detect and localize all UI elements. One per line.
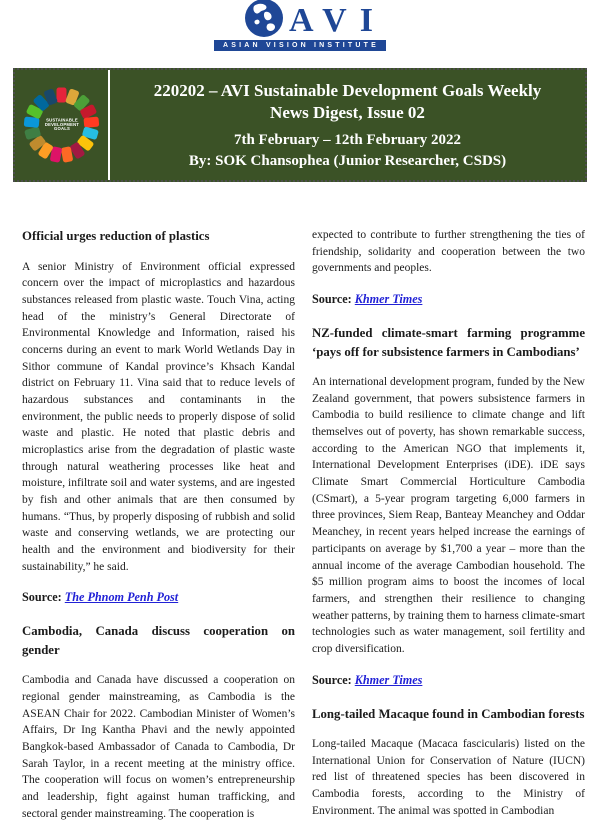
- issue-title-line1: 220202 – AVI Sustainable Development Goals Weekly: [153, 80, 542, 100]
- article-heading: Official urges reduction of plastics: [22, 229, 210, 243]
- article-columns: [0, 182, 600, 837]
- logo-block: [0, 0, 600, 51]
- source-label: Source:: [22, 590, 62, 605]
- issue-banner: [13, 68, 587, 182]
- logo-subtitle: ASIAN VISION INSTITUTE: [214, 40, 386, 51]
- article-body: Cambodia and Canada have discussed a cooperation on regional gender mainstreaming, as Cambodia is the ASEAN Chair for 2022. Cambodian Minister of Women’s Affairs, Dr Ing Kantha Phavi and the newly appointed Bangkok-based Ambassador of Canada to Cambodia, Dr Sarah Taylor, in a recent meeting at the ministry office. The cooperation will focus on women’s entrepreneurship and leadership, fight against human trafficking, and sectoral gender mainstreaming. The cooperation is: [22, 674, 295, 820]
- source-line: [22, 590, 295, 605]
- article-body: An international development program, funded by the New Zealand government, that powers subsistence farmers in Cambodia to build resilience to climate change and lift themselves out of poverty, has shown remarkable success, according to the American NGO that implements it, International Development Enterprises (iDE). iDE says Climate Smart Commercial Horticulture Cambodia (CSmart), a 5-year program targeting 6,000 farmers in three provinces, Siem Reap, Banteay Meanchey and Oddar Meanchey, in recent years helped increase the earnings of participants on average by $1,700 a year – more than the annual income of the average Cambodian household. The $5 million program aims to boost the incomes of local farmers, and strengthen their resilience to changing weather patterns, by training them to harness climate-smart technologies such as water management, soil fertility and crop diversification.: [312, 376, 585, 655]
- source-line: [312, 673, 585, 688]
- avi-logo: [214, 1, 386, 51]
- article-body: Long-tailed Macaque (Macaca fascicularis) listed on the International Union for Conservation of Nature (IUCN) red list of threatened species has been discovered in Cambodia forests, according to the Ministry of Environment. The animal was spotted in Cambodian: [312, 738, 585, 817]
- globe-icon: [244, 0, 284, 38]
- right-column: [312, 227, 585, 837]
- issue-byline: By: SOK Chansophea (Junior Researcher, CSDS): [188, 153, 507, 170]
- sdg-wheel-label: SUSTAINABLE DEVELOPMENT GOALS: [44, 117, 79, 132]
- source-link-phnom-penh-post[interactable]: The Phnom Penh Post: [64, 590, 179, 605]
- logo-acronym: AVI: [289, 2, 386, 39]
- banner-sdg-panel: [15, 70, 110, 180]
- source-link-khmer-times[interactable]: Khmer Times: [354, 672, 423, 687]
- article-heading: Long-tailed Macaque found in Cambodian forests: [312, 706, 585, 721]
- sdg-wheel-icon: [22, 85, 102, 165]
- left-column: [22, 227, 295, 837]
- issue-title: [124, 80, 571, 124]
- article-body-continued: expected to contribute to further strengthening the ties of friendship, solidarity and cooperation between the two governments and peoples.: [312, 229, 585, 275]
- article-heading: Cambodia, Canada discuss cooperation on gender: [22, 624, 295, 657]
- source-link-khmer-times[interactable]: Khmer Times: [354, 292, 423, 307]
- issue-date-range: 7th February – 12th February 2022: [233, 132, 462, 149]
- issue-title-line2: News Digest, Issue 02: [270, 103, 425, 122]
- source-label: Source:: [312, 292, 352, 307]
- article-body: A senior Ministry of Environment official expressed concern over the impact of microplastics and hazardous substances released from plastic waste. Touch Vina, acting head of the ministry’s General Directorate of Environmental Knowledge and Information, raised his concerns during an event to mark World Wetlands Day in Sithor commune of Kandal province’s Khsach Kandal district on February 11. Vina said that to reduce levels of hazardous substances and contaminants in the environment, the public needs to properly dispose of solid waste and plastic. He noted that plastic debris and microplastics arise from the degradation of plastic waste through natural weathering processes like heat and moisture, infiltrate soil and water systems, and are ingested by fish and other animals that are then consumed by humans. “Thus, by properly disposing of rubbish and solid waste and conserving wetlands, we are protecting our health and the environment and biodiversity for their sustainability,” he said.: [22, 260, 295, 573]
- article-heading: NZ-funded climate-smart farming programme ‘pays off for subsistence farmers in Cambodians’: [312, 326, 585, 359]
- source-label: Source:: [312, 672, 352, 687]
- source-line: [312, 292, 585, 307]
- banner-text: [110, 70, 585, 180]
